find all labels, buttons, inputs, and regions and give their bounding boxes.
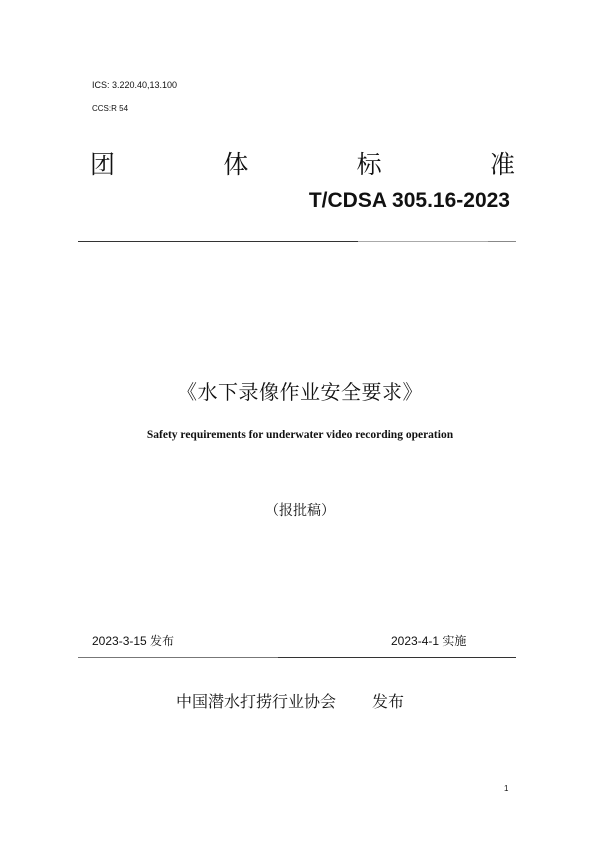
standard-type [90,148,515,182]
standard-type-char: 准 [489,150,515,179]
top-divider [78,241,358,242]
document-title-chinese: 《水下录像作业安全要求》 [177,380,423,404]
standard-type-char: 体 [223,150,249,179]
publisher-name: 中国潜水打捞行业协会 [176,692,337,711]
standard-type-char: 团 [90,150,116,179]
top-divider [358,241,488,242]
ccs-code: CCS:R 54 [92,104,129,113]
implementation-date: 2023-4-1 实施 [391,634,467,648]
publisher-action: 发布 [372,692,405,711]
bottom-divider [78,657,278,658]
page-number: 1 [504,784,509,793]
standard-code: T/CDSA 305.16-2023 [308,189,510,212]
standard-type-char: 标 [356,150,382,179]
issue-date: 2023-3-15 发布 [92,634,175,648]
ics-code: ICS: 3.220.40,13.100 [92,80,178,90]
bottom-divider [278,657,516,658]
document-title-english: Safety requirements for underwater video recording operation [146,429,454,441]
top-divider [488,241,516,242]
draft-status: （报批稿） [265,503,335,519]
